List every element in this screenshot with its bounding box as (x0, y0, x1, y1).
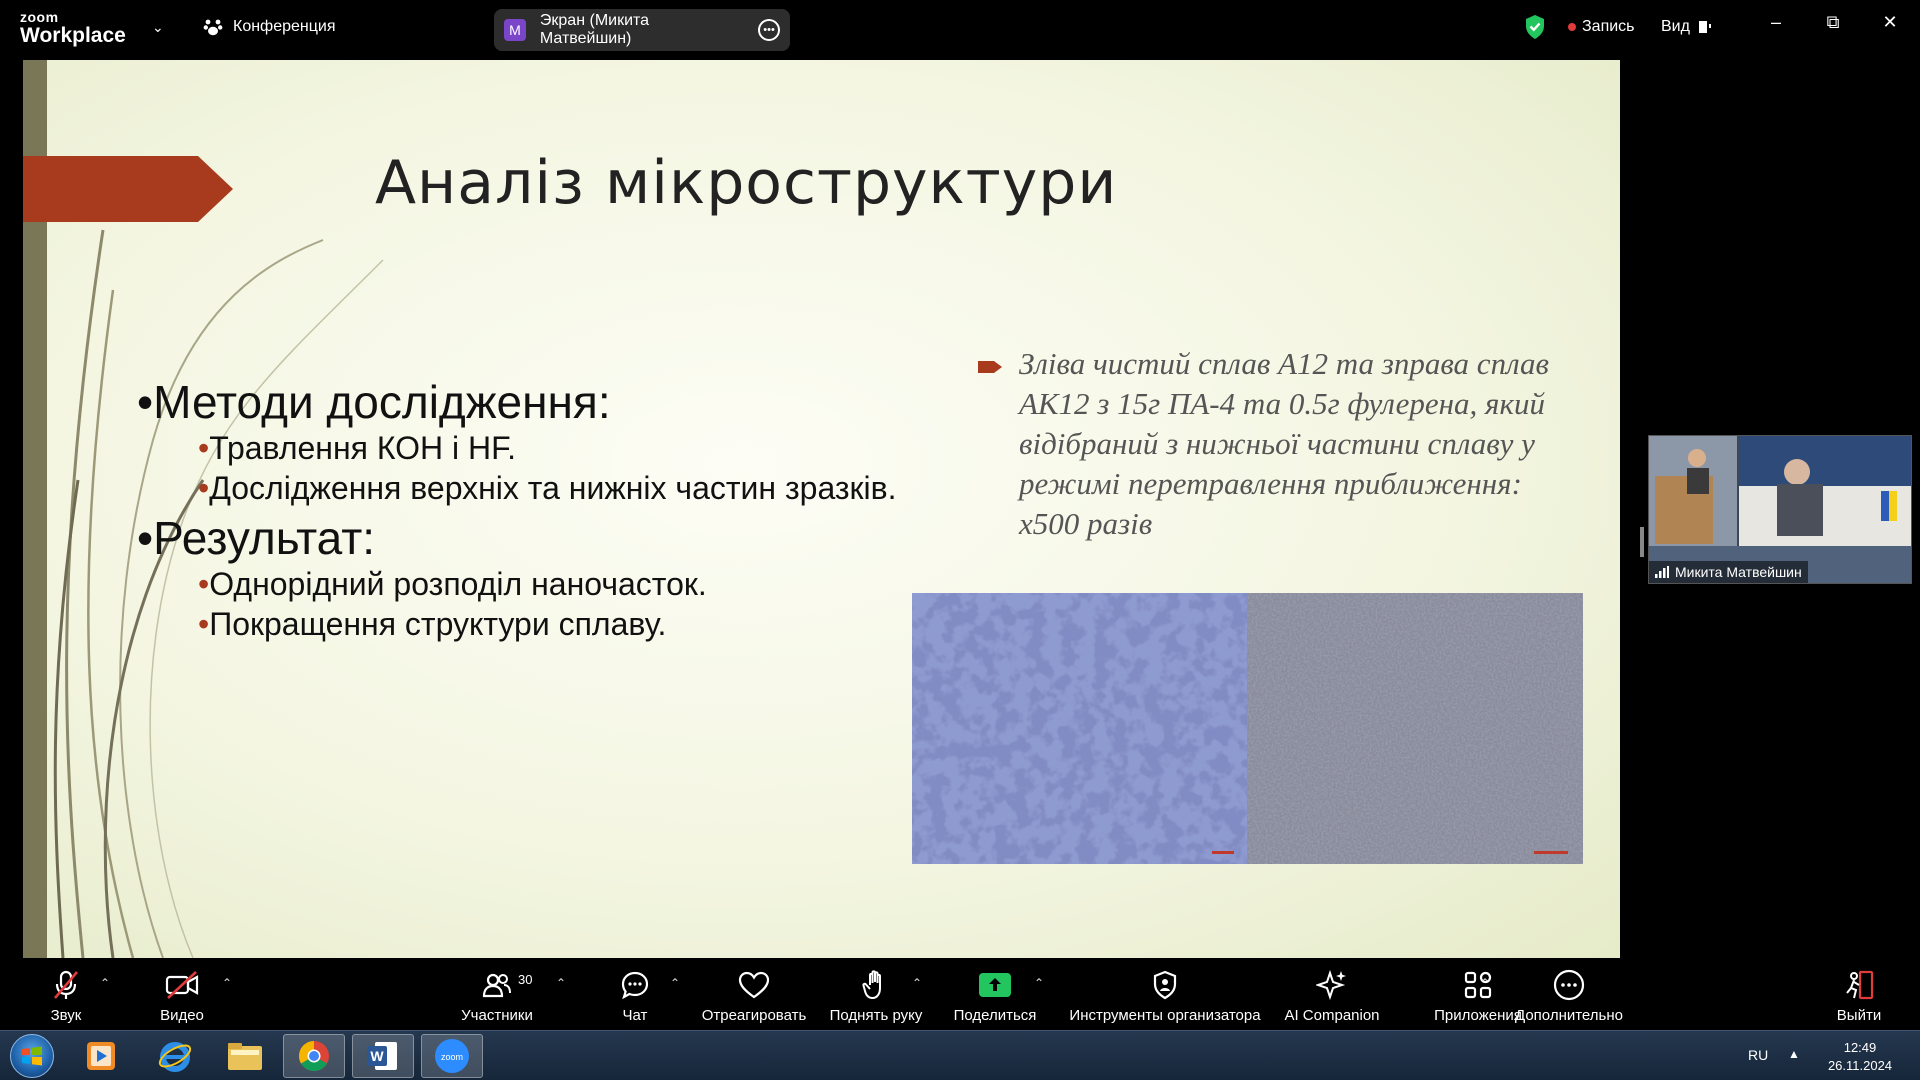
ai-companion-label: AI Companion (1284, 1007, 1380, 1024)
sub-bullet (198, 430, 516, 467)
sub-bullet-text: Однорідний розподіл наночасток. (209, 566, 707, 602)
participants-count: 30 (518, 972, 533, 987)
bullet-result: •Результат: (137, 512, 376, 564)
chevron-up-icon[interactable]: ⌃ (912, 976, 923, 990)
meeting-label: Конференция (233, 18, 336, 35)
system-clock[interactable] (1818, 1039, 1902, 1075)
more-label: Дополнительно (1515, 1007, 1623, 1024)
restore-icon[interactable]: ⧉ (1826, 12, 1840, 32)
sub-bullet-text: Травлення КОН і HF. (209, 430, 517, 466)
leave-label: Выйти (1836, 1007, 1882, 1024)
tray-expand-icon[interactable]: ▲ (1788, 1047, 1800, 1061)
logo-line2: Workplace (20, 24, 126, 47)
sub-bullet (198, 470, 897, 507)
chat-button[interactable] (610, 958, 660, 1030)
sub-bullet-marker: • (198, 470, 210, 506)
panel-resize-handle[interactable] (1640, 527, 1644, 557)
zoom-app-icon[interactable] (421, 1034, 483, 1078)
sub-bullet (198, 566, 707, 603)
microstructure-image (912, 593, 1583, 864)
meeting-menu[interactable] (203, 17, 336, 37)
chevron-up-icon[interactable]: ⌃ (1480, 976, 1491, 990)
more-icon (1553, 968, 1585, 1002)
host-shield-icon (1152, 968, 1178, 1002)
zoom-logo[interactable] (20, 10, 126, 46)
bullet-methods: •Методи дослідження: (137, 376, 611, 428)
arrow-bullet-icon (978, 358, 1004, 376)
host-tools-button[interactable] (1066, 958, 1264, 1030)
sparkle-icon (1316, 968, 1348, 1002)
record-button[interactable] (1568, 18, 1635, 36)
heart-icon (738, 968, 770, 1002)
start-orb-icon[interactable] (10, 1034, 54, 1078)
screen-share-indicator[interactable] (494, 9, 790, 51)
audio-label: Звук (50, 1007, 82, 1024)
chrome-icon[interactable] (283, 1034, 345, 1078)
mic-muted-icon (51, 968, 81, 1002)
chevron-up-icon[interactable]: ⌃ (222, 976, 233, 990)
react-button[interactable] (700, 958, 808, 1030)
raise-hand-button[interactable] (826, 958, 926, 1030)
title-arrow-shape (23, 156, 233, 222)
video-label: Видео (160, 1007, 204, 1024)
react-label: Отреагировать (701, 1007, 807, 1024)
paw-icon (203, 17, 223, 37)
sub-bullet-text: Покращення структури сплаву. (209, 606, 667, 642)
svg-text:zoom: zoom (440, 1052, 464, 1062)
share-label: Поделиться (953, 1007, 1037, 1024)
record-dot-icon (1568, 23, 1576, 31)
sub-bullet-marker: • (198, 606, 210, 642)
file-explorer-icon[interactable] (214, 1034, 276, 1078)
minimize-icon[interactable]: – (1770, 12, 1781, 32)
sub-bullet (198, 606, 666, 643)
sub-bullet-text: Дослідження верхніх та нижніх частин зразків. (209, 470, 897, 506)
chevron-up-icon[interactable]: ⌃ (1034, 976, 1045, 990)
video-button[interactable] (152, 958, 212, 1030)
leave-door-icon (1844, 968, 1874, 1002)
sub-bullet-marker: • (198, 430, 210, 466)
audio-button[interactable] (36, 958, 96, 1030)
slide-title: Аналіз мікроструктури (375, 148, 1118, 218)
participant-name-tag (1649, 561, 1808, 583)
logo-line1: zoom (20, 9, 59, 25)
meeting-toolbar (0, 958, 1920, 1030)
leave-button[interactable] (1834, 958, 1884, 1030)
participants-icon (482, 968, 512, 1002)
signal-bars-icon (1655, 566, 1669, 578)
view-button[interactable] (1661, 18, 1712, 36)
participants-label: Участники (461, 1007, 533, 1024)
windows-taskbar (0, 1030, 1920, 1080)
chevron-down-icon[interactable]: ⌄ (152, 19, 164, 35)
participant-name: Микита Матвейшин (1675, 564, 1802, 580)
share-label: Экран (Микита Матвейшин) (539, 12, 650, 47)
internet-explorer-icon[interactable] (144, 1034, 206, 1078)
apps-label: Приложения (1434, 1007, 1522, 1024)
security-shield-icon[interactable] (1524, 14, 1546, 40)
more-options-icon[interactable]: ••• (758, 19, 780, 41)
host-tools-label: Инструменты организатора (1069, 1007, 1261, 1024)
clock-date: 26.11.2024 (1827, 1058, 1893, 1073)
share-screen-icon (979, 968, 1011, 1002)
chevron-up-icon[interactable]: ⌃ (556, 976, 567, 990)
layout-icon (1698, 19, 1712, 35)
hand-icon (862, 968, 890, 1002)
keyboard-language[interactable]: RU (1748, 1047, 1769, 1063)
chat-icon (620, 968, 650, 1002)
chat-label: Чат (622, 1007, 648, 1024)
shared-screen (23, 60, 1620, 958)
participants-button[interactable] (455, 958, 539, 1030)
more-button[interactable] (1512, 958, 1626, 1030)
chevron-up-icon[interactable]: ⌃ (670, 976, 681, 990)
sub-bullet-marker: • (198, 566, 210, 602)
share-button[interactable] (952, 958, 1038, 1030)
title-bar (0, 0, 1920, 60)
view-label: Вид (1661, 18, 1690, 35)
ai-companion-button[interactable] (1282, 958, 1382, 1030)
raise-hand-label: Поднять руку (829, 1007, 923, 1024)
participant-video-thumbnail[interactable] (1648, 435, 1912, 584)
presenter-avatar: M (504, 19, 526, 41)
clock-time: 12:49 (1843, 1040, 1877, 1055)
image-caption: Зліва чистий сплав А12 та зправа сплав АК12 з 15г ПА-4 та 0.5г фулерена, який відібраний з нижньої частини сплаву у режимі перетравлення приближення: х500 разів (1019, 346, 1549, 541)
svg-text:W: W (370, 1048, 384, 1064)
record-label: Запись (1582, 18, 1635, 35)
word-icon[interactable] (352, 1034, 414, 1078)
chevron-up-icon[interactable]: ⌃ (100, 976, 111, 990)
camera-off-icon (165, 968, 199, 1002)
close-icon[interactable]: ✕ (1882, 12, 1898, 32)
media-player-icon[interactable] (70, 1034, 132, 1078)
